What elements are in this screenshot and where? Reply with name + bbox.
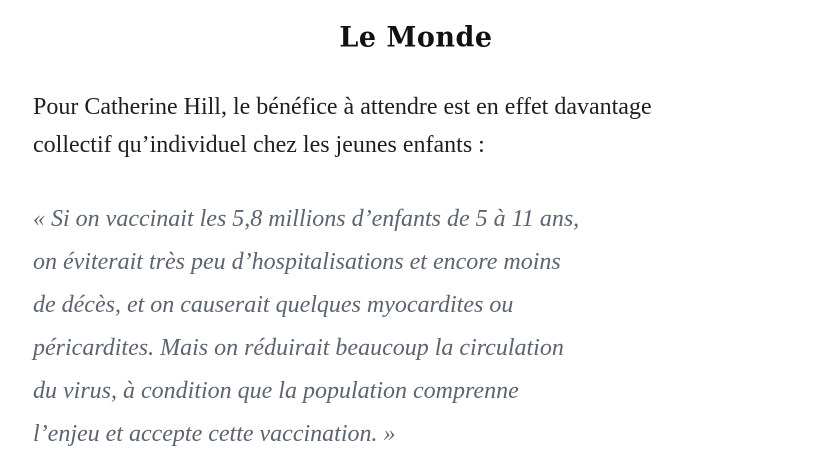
le-monde-logo: Le Monde: [339, 21, 493, 54]
quote-line: on éviterait très peu d’hospitalisations et encore moins: [33, 249, 561, 275]
masthead: [0, 22, 832, 53]
quote-line: l’enjeu et accepte cette vaccination. »: [33, 421, 396, 447]
intro-line: collectif qu’individuel chez les jeunes enfants :: [33, 132, 485, 158]
quote-line: du virus, à condition que la population comprenne: [33, 378, 519, 404]
quote-line: « Si on vaccinait les 5,8 millions d’enfants de 5 à 11 ans,: [33, 206, 580, 232]
quote-block: [33, 198, 793, 456]
quote-line: de décès, et on causerait quelques myocardites ou: [33, 292, 514, 318]
quote-line: péricardites. Mais on réduirait beaucoup la circulation: [33, 335, 564, 361]
intro-line: Pour Catherine Hill, le bénéfice à attendre est en effet davantage: [33, 94, 652, 120]
intro-paragraph: [33, 88, 823, 164]
